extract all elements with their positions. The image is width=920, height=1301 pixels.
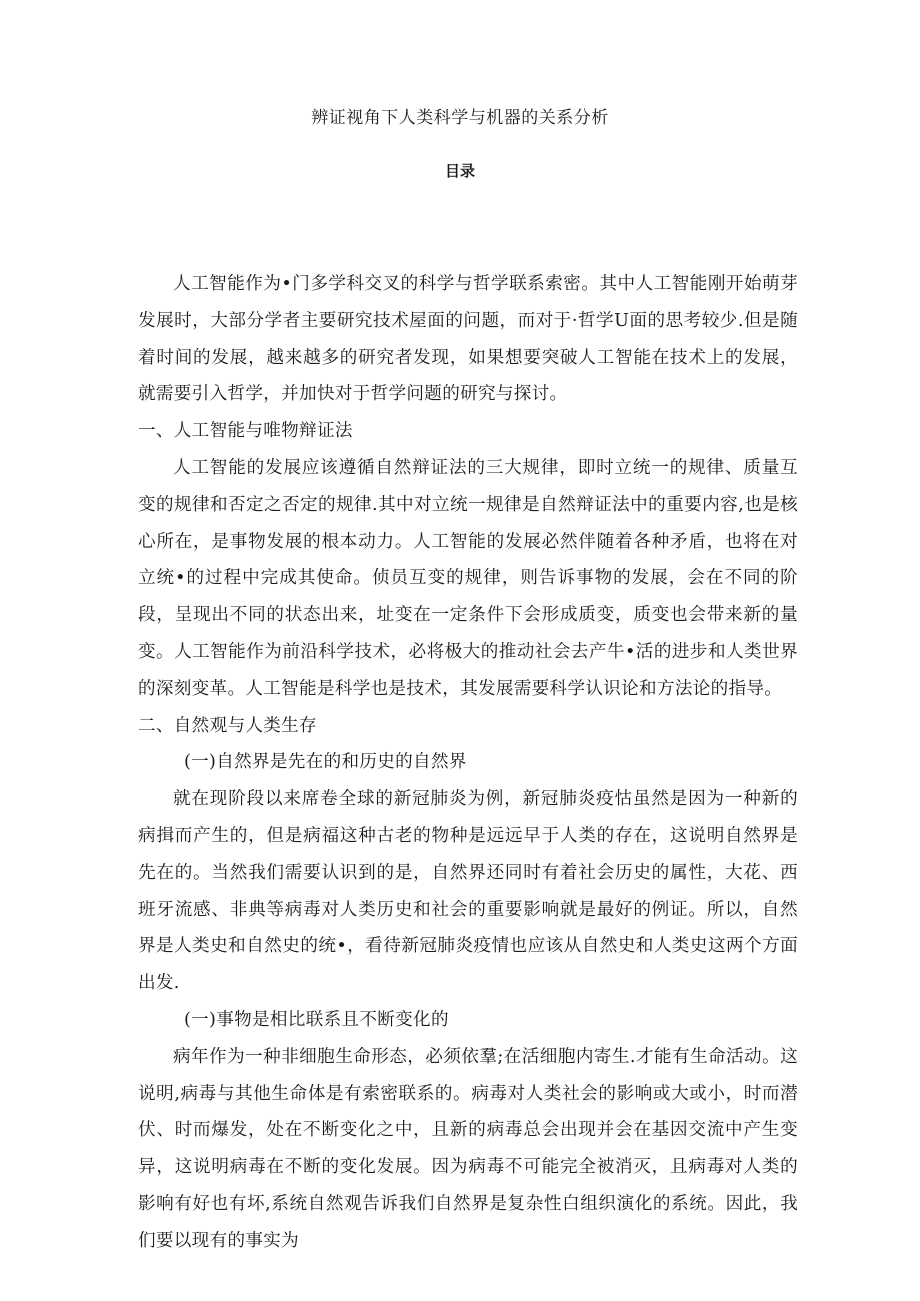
- intro-paragraph: 人工智能作为•门多学科交叉的科学与哲学联系索密。其中人工智能刚开始萌芽发展时，大部分学者主要研究技术屋面的问题，而对于·哲学U面的思考较少.但是随着时间的发展，越来越多的研究者发现，如果想要突破人工智能在技术上的发展，就需要引入哲学，并加快对于哲学问题的研究与探讨。: [138, 274, 798, 405]
- document-title: 辨证视角下人类科学与机器的关系分析: [311, 108, 609, 128]
- section-1-heading: 一、人工智能与唯物辩证法: [138, 421, 353, 442]
- subsection-2-2-heading: (一)事物是相比联系且不断变化的: [184, 1009, 449, 1030]
- document-body: [138, 266, 798, 1260]
- subsection-2-2-paragraph: 病年作为一种非细胞生命形态，必须依羣;在活细胞内寄生.才能有生命活动。这说明,病毒与其他生命体是有索密联系的。病毒对人类社会的影响或大或小，时而潜伏、时而爆发，处在不断变化之中，且新的病毒总会出现并会在基因交流中产生变异，这说明病毒在不断的变化发展。因为病毒不可能完全被消灭，且病毒对人类的影响有好也有坏,系统自然观告诉我们自然界是复杂性白组织演化的系统。因此，我们要以现有的事实为: [138, 1046, 798, 1251]
- subsection-2-1-heading: (一)自然界是先在的和历史的自然界: [184, 752, 467, 773]
- toc-heading: 目录: [444, 162, 475, 180]
- subsection-2-1-paragraph: 就在现阶段以来席卷全球的新冠肺炎为例，新冠肺炎疫怙虽然是因为一种新的病揖而产生的，但是病福这种古老的物种是远远早于人类的存在，这说明自然界是先在的。当然我们需要认识到的是，自然界还同时有着社会历史的属性，大花、西班牙流感、非典等病毒对人类历史和社会的重要影响就是最好的例证。所以，自然界是人类史和自然史的统•，看待新冠肺炎疫情也应该从自然史和人类史这两个方面出发.: [138, 789, 798, 994]
- section-1-paragraph: 人工智能的发展应该遵循自然辩证法的三大规律，即时立统一的规律、质量互变的规律和否定之否定的规律.其中对立统一规律是自然辩证法中的重要内容,也是核心所在，是事物发展的根本动力。人工智能的发展必然伴随着各种矛盾，也将在对立统•的过程中完成其使命。侦员互变的规律，则告诉事物的发展，会在不同的阶段，呈现出不同的状态出来，址变在一定条件下会形成质变，质变也会带来新的量变。人工智能作为前沿科学技术，必将极大的推动社会去产牛•活的进步和人类世界的深刻变革。人工智能是科学也是技术，其发展需要科学认识论和方法论的指导。: [138, 457, 798, 699]
- section-2-heading: 二、自然观与人类生存: [138, 715, 317, 736]
